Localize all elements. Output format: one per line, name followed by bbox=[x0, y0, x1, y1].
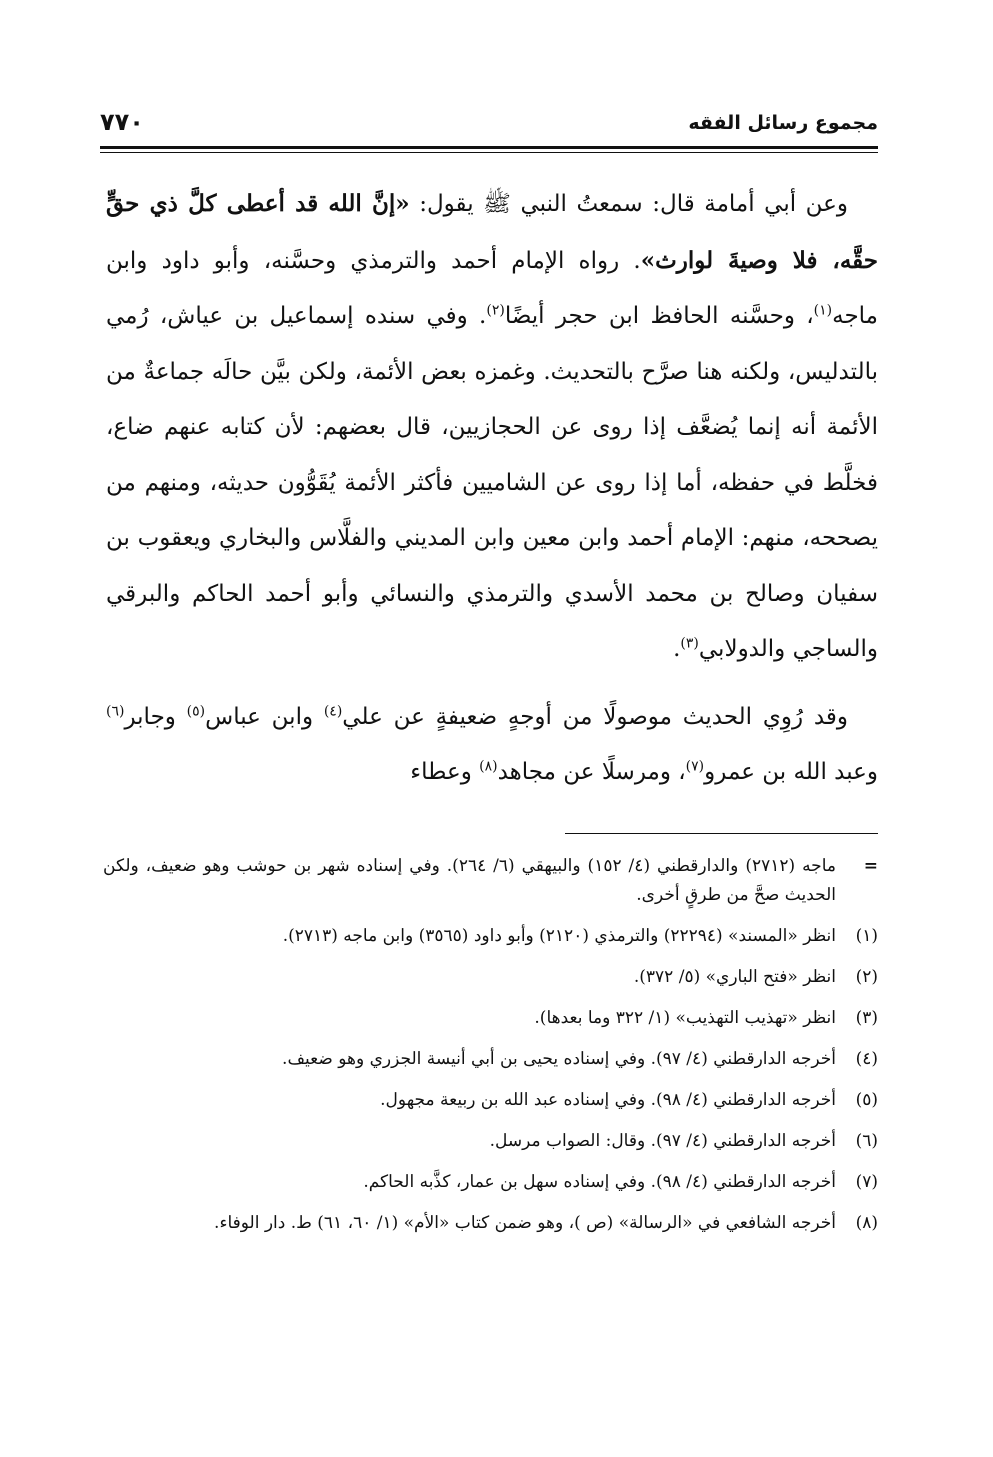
footnote-text: أخرجه الشافعي في «الرسالة» (ص )، وهو ضمن كتاب «الأم» (١/ ٦٠، ٦١) ط. دار الوفاء. bbox=[214, 1213, 836, 1233]
footnote-2 bbox=[103, 963, 878, 992]
footnote-ref-8[interactable]: (٨) bbox=[479, 758, 498, 775]
footnote-ref-4[interactable]: (٤) bbox=[323, 702, 343, 719]
footnote-text: انظر «تهذيب التهذيب» (١/ ٣٢٢ وما بعدها). bbox=[534, 1008, 836, 1028]
footnote-mark: (٢) bbox=[855, 967, 878, 987]
page-number: ٧٧٠ bbox=[100, 108, 144, 136]
main-text bbox=[106, 176, 878, 801]
footnote-ref-2[interactable]: (٢) bbox=[486, 302, 505, 319]
footnote-mark: (٤) bbox=[855, 1049, 878, 1069]
footnote-6 bbox=[103, 1127, 878, 1156]
footnote-3 bbox=[103, 1004, 878, 1033]
footnote-mark: (٧) bbox=[855, 1172, 878, 1192]
footnote-text: انظر «المسند» (٢٢٢٩٤) والترمذي (٢١٢٠) وأبو داود (٣٥٦٥) وابن ماجه (٢٧١٣). bbox=[282, 926, 836, 946]
footnote-separator bbox=[565, 833, 878, 834]
footnote-text: أخرجه الدارقطني (٤/ ٩٧). وقال: الصواب مرسل. bbox=[489, 1131, 836, 1151]
footnote-7 bbox=[103, 1168, 878, 1197]
footnote-ref-7[interactable]: (٧) bbox=[685, 758, 705, 775]
footnote-mark: (٥) bbox=[855, 1090, 878, 1110]
footnote-mark: = bbox=[863, 856, 878, 876]
footnote-text: أخرجه الدارقطني (٤/ ٩٧). وفي إسناده يحيى بن أبي أنيسة الجزري وهو ضعيف. bbox=[282, 1049, 836, 1069]
footnote-4 bbox=[103, 1045, 878, 1074]
header-rule-thin bbox=[100, 152, 878, 153]
hadith-quote: «إنَّ الله قد أعطى كلَّ ذي حقٍّ حقَّه، فلا وصيةَ لوارث» bbox=[106, 190, 879, 274]
footnote-mark: (٣) bbox=[855, 1008, 878, 1028]
book-title: مجموع رسائل الفقه bbox=[688, 112, 878, 134]
footnote-5 bbox=[103, 1086, 878, 1115]
footnote-text: ماجه (٢٧١٢) والدارقطني (٤/ ١٥٢) والبيهقي (٦/ ٢٦٤). وفي إسناده شهر بن حوشب وهو ضعيف، ولكن الحديث صحَّ من طرقٍ أخرى. bbox=[103, 856, 836, 905]
footnote-ref-1[interactable]: (١) bbox=[813, 302, 833, 319]
footnote-continuation bbox=[103, 852, 878, 910]
footnote-text: أخرجه الدارقطني (٤/ ٩٨). وفي إسناده عبد الله بن ربيعة مجهول. bbox=[380, 1090, 836, 1110]
footnote-ref-3[interactable]: (٣) bbox=[680, 635, 699, 652]
paragraph-1: وعن أبي أمامة قال: سمعتُ النبي ﷺ يقول: «إنَّ الله قد أعطى كلَّ ذي حقٍّ حقَّه، فلا وصيةَ لوارث». رواه الإمام أحمد والترمذي وحسَّنه، وأبو داود وابن ماجه$^{(١)}$، وحسَّنه الحافظ ابن حجر أيضًا$^{(٢)}$. وفي سنده إسماعيل بن عياش، رُمي بالتدليس، ولكنه هنا صرَّح بالتحديث. وغمزه بعض الأئمة، ولكن بيَّن حالَه جماعةٌ من الأئمة أنه إنما يُضعَّف إذا روى عن الحجازيين، قال بعضهم: لأن كتابه عنهم ضاع، فخلَّط في حفظه، أما إذا روى عن الشاميين فأكثر الأئمة يُقَوُّون حديثه، ومنهم من يصححه، منهم: الإمام أحمد وابن معين وابن المديني والفلَّاس والبخاري ويعقوب بن سفيان وصالح بن محمد الأسدي والترمذي والنسائي وأبو أحمد الحاكم والبرقي والساجي والدولابي$^{(٣)}$. bbox=[106, 190, 879, 662]
footnotes bbox=[103, 852, 878, 1250]
header-rule-thick bbox=[100, 146, 878, 149]
footnote-text: انظر «فتح الباري» (٥/ ٣٧٢). bbox=[633, 967, 836, 987]
footnote-mark: (٨) bbox=[855, 1213, 878, 1233]
footnote-ref-6[interactable]: (٦) bbox=[106, 702, 125, 719]
footnote-mark: (٦) bbox=[855, 1131, 878, 1151]
footnote-text: أخرجه الدارقطني (٤/ ٩٨). وفي إسناده سهل بن عمار، كذَّبه الحاكم. bbox=[363, 1172, 836, 1192]
paragraph-2: وقد رُوِي الحديث موصولًا من أوجهٍ ضعيفةٍ عن علي$^{(٤)}$ وابن عباس$^{(٥)}$ وجابر$^{(٦)}$ وعبد الله بن عمرو$^{(٧)}$، ومرسلًا عن مجاهد$^{(٨)}$ وعطاء bbox=[106, 702, 878, 785]
footnote-mark: (١) bbox=[855, 926, 878, 946]
running-header bbox=[100, 108, 878, 146]
footnote-1 bbox=[103, 922, 878, 951]
footnote-8 bbox=[103, 1209, 878, 1238]
footnote-ref-5[interactable]: (٥) bbox=[186, 702, 206, 719]
